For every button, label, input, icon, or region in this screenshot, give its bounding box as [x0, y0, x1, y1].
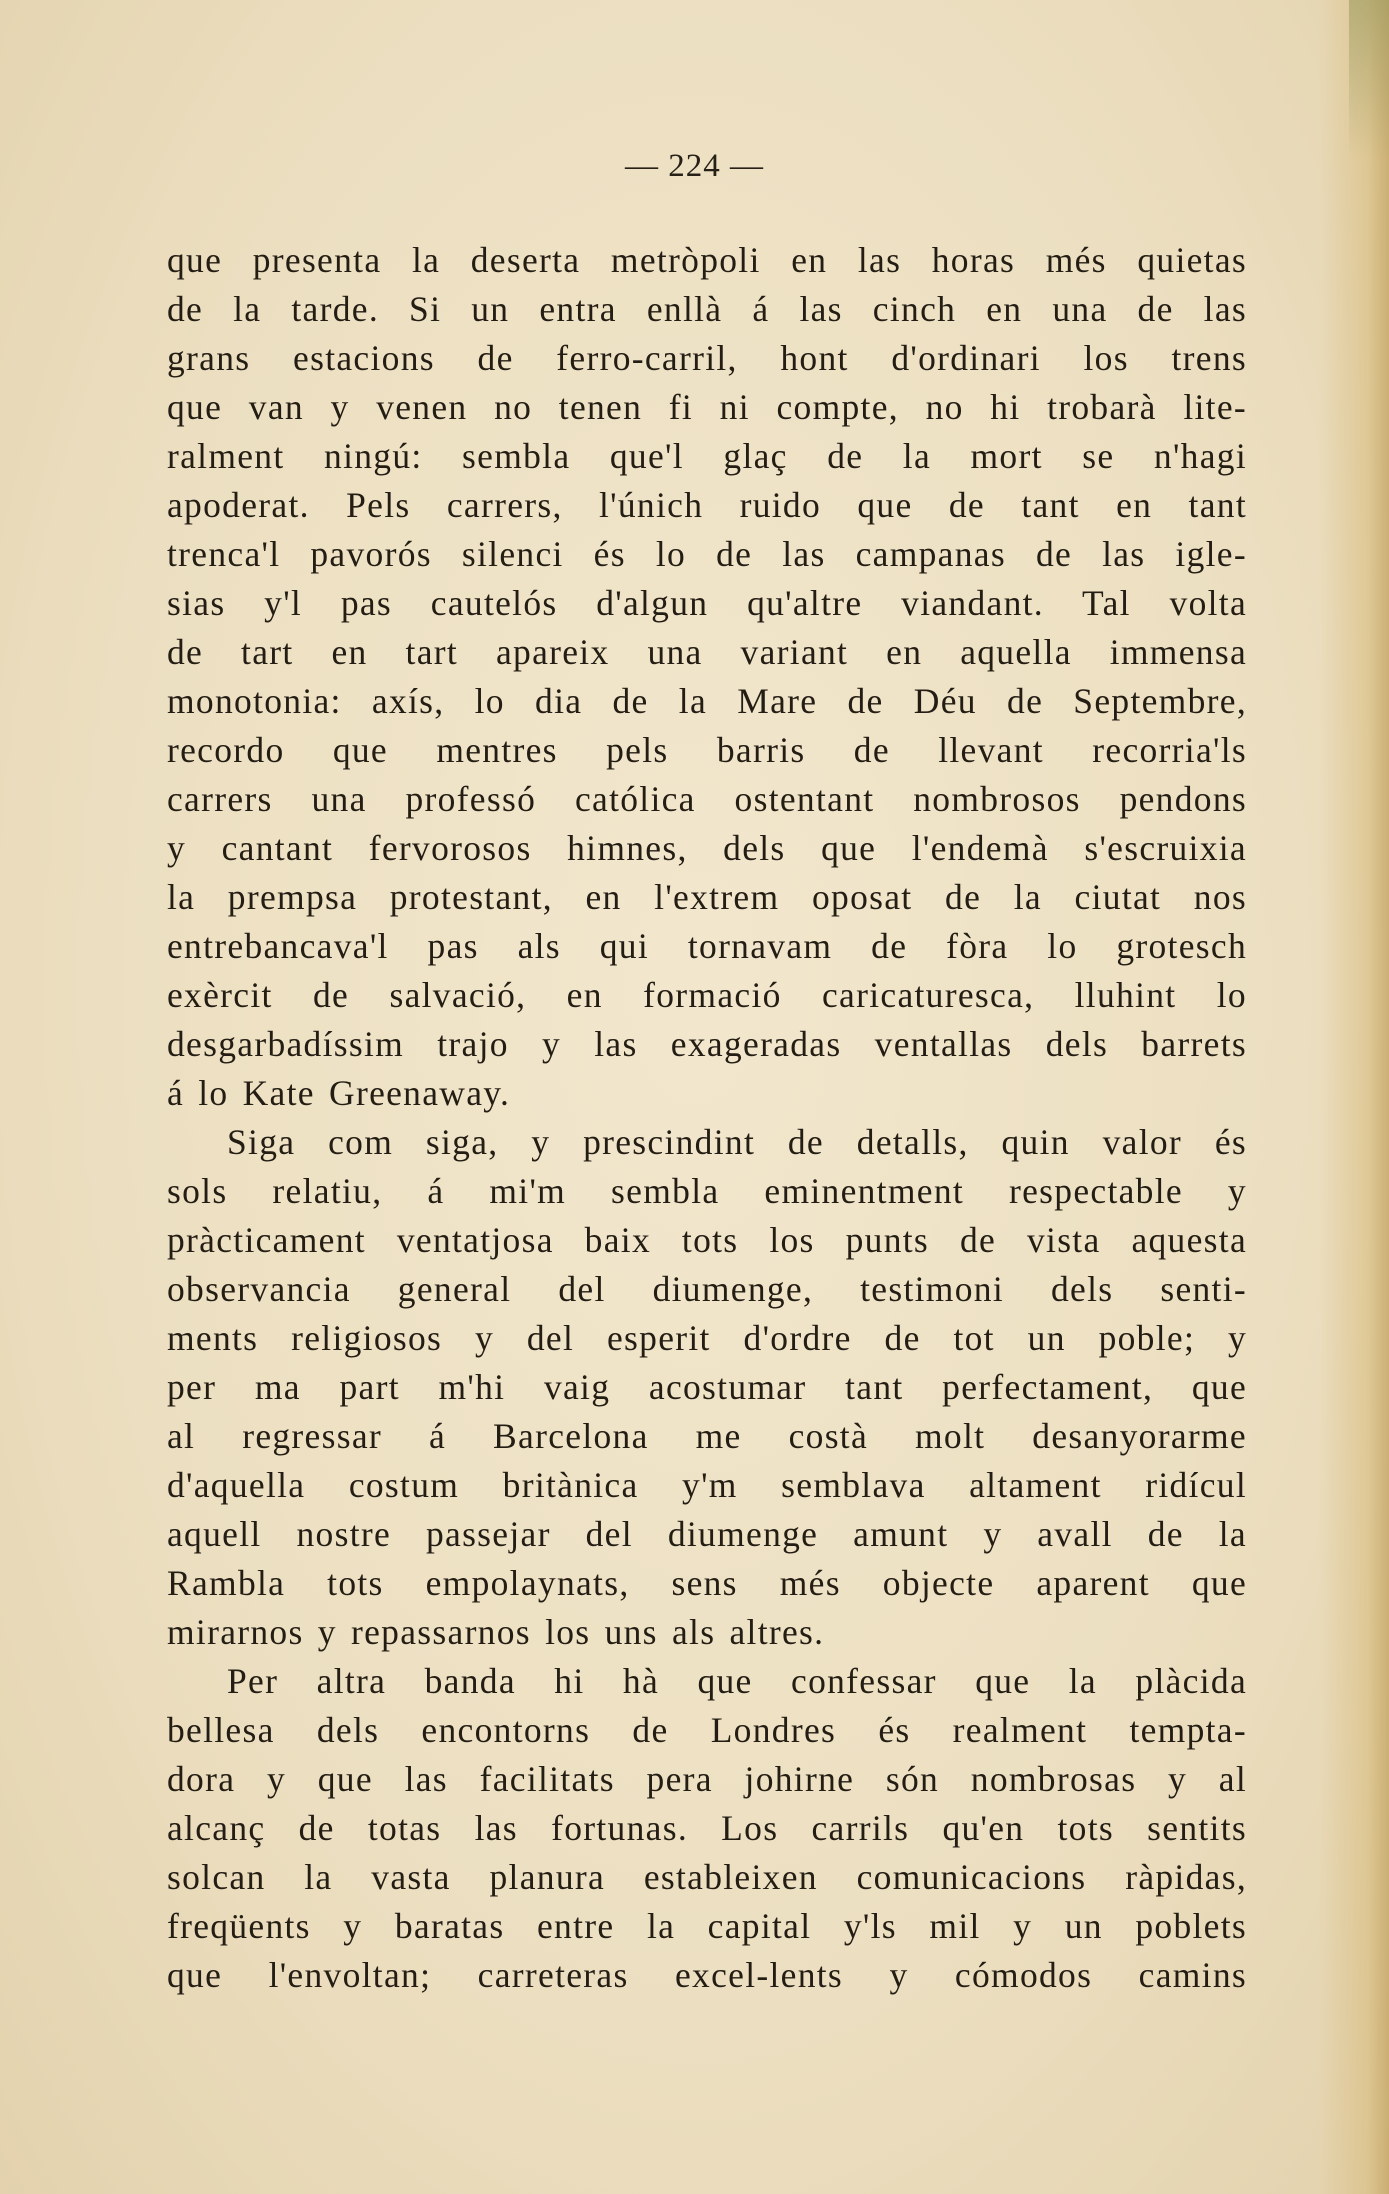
paragraph-end-line: á lo Kate Greenaway. [167, 1073, 511, 1113]
text-line: freqüents y baratas entre la capital y'ls mil y un poblets [167, 1906, 1247, 1946]
text-line: bellesa dels encontorns de Londres és realment tempta- [167, 1710, 1247, 1750]
text-line: desgarbadíssim trajo y las exageradas ventallas dels barrets [167, 1024, 1247, 1064]
text-line: apoderat. Pels carrers, l'únich ruido que de tant en tant [167, 485, 1247, 525]
text-line: carrers una professó católica ostentant nombrosos pendons [167, 779, 1247, 819]
text-line: trenca'l pavorós silenci és lo de las campanas de las igle- [167, 534, 1247, 574]
text-line: de tart en tart apareix una variant en aquella immensa [167, 632, 1247, 672]
text-line: monotonia: axís, lo dia de la Mare de Déu de Septembre, [167, 681, 1247, 721]
text-line: que presenta la deserta metròpoli en las horas més quietas [167, 240, 1247, 280]
text-line: y cantant fervorosos himnes, dels que l'endemà s'escruixia [167, 828, 1247, 868]
text-line: Rambla tots empolaynats, sens més objecte aparent que [167, 1563, 1247, 1603]
text-line: grans estacions de ferro-carril, hont d'ordinari los trens [167, 338, 1247, 378]
text-line: entrebancava'l pas als qui tornavam de fòra lo grotesch [167, 926, 1247, 966]
text-line: sols relatiu, á mi'm sembla eminentment respectable y [167, 1171, 1247, 1211]
text-line: pràcticament ventatjosa baix tots los punts de vista aquesta [167, 1220, 1247, 1260]
text-line: d'aquella costum britànica y'm semblava altament ridícul [167, 1465, 1247, 1505]
page-number: — 224 — [625, 148, 764, 184]
text-line: que l'envoltan; carreteras excel-lents y cómodos camins [167, 1955, 1247, 1995]
text-line: la prempsa protestant, en l'extrem oposat de la ciutat nos [167, 877, 1247, 917]
paragraph-end-line: mirarnos y repassarnos los uns als altres. [167, 1612, 825, 1652]
text-line: exèrcit de salvació, en formació caricaturesca, lluhint lo [167, 975, 1247, 1015]
paragraph-start-line: Siga com siga, y prescindint de detalls, quin valor és [227, 1122, 1247, 1162]
text-line: al regressar á Barcelona me costà molt desanyorarme [167, 1416, 1247, 1456]
text-line: alcanç de totas las fortunas. Los carrils qu'en tots sentits [167, 1808, 1247, 1848]
text-line: solcan la vasta planura estableixen comunicacions ràpidas, [167, 1857, 1247, 1897]
body-text [167, 236, 1247, 2000]
text-line: recordo que mentres pels barris de llevant recorria'ls [167, 730, 1247, 770]
paragraph-start-line: Per altra banda hi hà que confessar que la plàcida [227, 1661, 1247, 1701]
text-line: ments religiosos y del esperit d'ordre de tot un poble; y [167, 1318, 1247, 1358]
text-line: dora y que las facilitats pera johirne són nombrosas y al [167, 1759, 1247, 1799]
page-corner-stain [1349, 0, 1389, 160]
text-line: de la tarde. Si un entra enllà á las cinch en una de las [167, 289, 1247, 329]
text-line: observancia general del diumenge, testimoni dels senti- [167, 1269, 1247, 1309]
text-line: per ma part m'hi vaig acostumar tant perfectament, que [167, 1367, 1247, 1407]
text-line: que van y venen no tenen fi ni compte, no hi trobarà lite- [167, 387, 1247, 427]
page-edge-shading [1319, 0, 1389, 2194]
text-line: sias y'l pas cautelós d'algun qu'altre viandant. Tal volta [167, 583, 1247, 623]
text-line: aquell nostre passejar del diumenge amunt y avall de la [167, 1514, 1247, 1554]
text-line: ralment ningú: sembla que'l glaç de la mort se n'hagi [167, 436, 1247, 476]
